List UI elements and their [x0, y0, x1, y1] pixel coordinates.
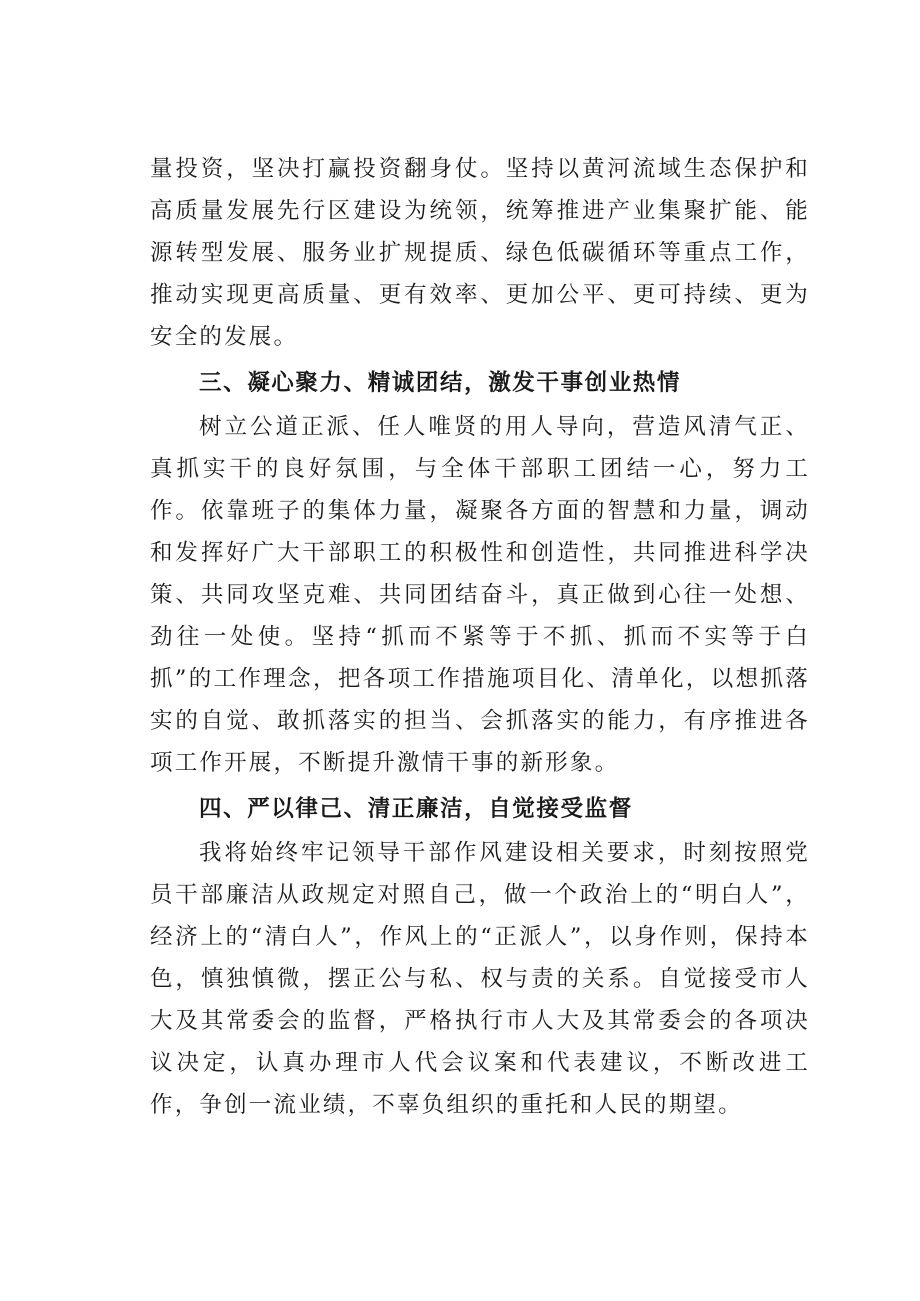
paragraph-unity-teamwork: 树立公道正派、任人唯贤的用人导向，营造风清气正、真抓实干的良好氛围，与全体干部职工团结一心，努力工作。依靠班子的集体力量，凝聚各方面的智慧和力量，调动和发挥好广大干部职工的积极性和创造性，共同推进科学决策、共同攻坚克难、共同团结奋斗，真正做到心往一处想、劲往一处使。坚持“抓而不紧等于不抓、抓而不实等于白抓”的工作理念，把各项工作措施项目化、清单化，以想抓落实的自觉、敢抓落实的担当、会抓落实的能力，有序推进各项工作开展，不断提升激情干事的新形象。 — [150, 414, 810, 776]
section-heading-four: 四、严以律己、清正廉洁，自觉接受监督 — [199, 796, 633, 822]
paragraph-investment-development: 量投资，坚决打赢投资翻身仗。坚持以黄河流域生态保护和高质量发展先行区建设为统领，统筹推进产业集聚扩能、能源转型发展、服务业扩规提质、绿色低碳循环等重点工作，推动实现更高质量、更有效率、更加公平、更可持续、更为安全的发展。 — [150, 156, 810, 350]
paragraph-integrity-supervision: 我将始终牢记领导干部作风建设相关要求，时刻按照党员干部廉洁从政规定对照自己，做一个政治上的“明白人”，经济上的“清白人”，作风上的“正派人”，以身作则，保持本色，慎独慎微，摆正公与私、权与责的关系。自觉接受市人大及其常委会的监督，严格执行市人大及其常委会的各项决议决定，认真办理市人代会议案和代表建议，不断改进工作，争创一流业绩，不辜负组织的重托和人民的期望。 — [150, 840, 810, 1118]
document-body — [150, 148, 810, 1126]
section-heading-three: 三、凝心聚力、精诚团结，激发干事创业热情 — [199, 370, 682, 396]
